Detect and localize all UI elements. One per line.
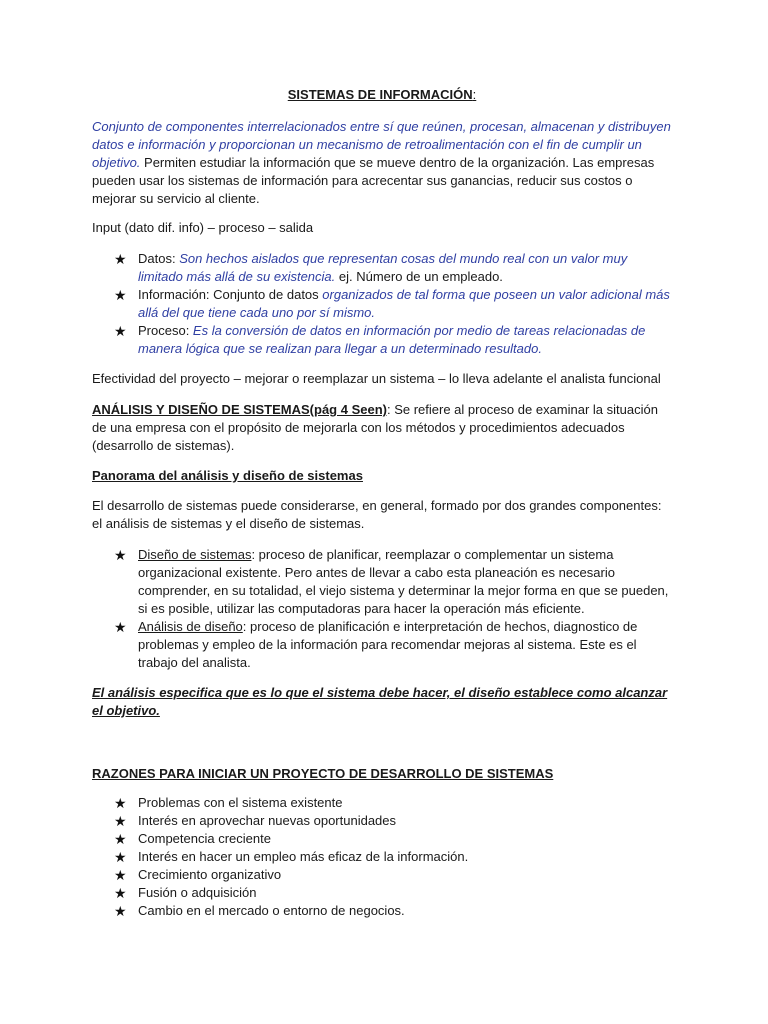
concepts-list xyxy=(110,250,670,358)
concept-extra: ej. Número de un empleado. xyxy=(335,269,503,284)
razones-list xyxy=(110,794,670,920)
star-bullet-icon: ★ xyxy=(114,547,127,563)
list-item xyxy=(110,830,670,848)
razon-text: Interés en hacer un empleo más eficaz de la información. xyxy=(138,849,469,864)
star-bullet-icon: ★ xyxy=(114,831,127,847)
list-item xyxy=(110,848,670,866)
concept-desc: Es la conversión de datos en información por medio de tareas relacionadas de manera lógica que se realizan para llegar a un determinado resultado. xyxy=(138,323,646,356)
star-bullet-icon: ★ xyxy=(114,849,127,865)
concept-term: Datos: xyxy=(138,251,180,266)
list-item xyxy=(110,794,670,812)
razones-heading: RAZONES PARA INICIAR UN PROYECTO DE DESARROLLO DE SISTEMAS xyxy=(92,766,554,781)
conclusion: El análisis especifica que es lo que el sistema debe hacer, el diseño establece como alcanzar el objetivo. xyxy=(92,685,668,718)
components-list xyxy=(110,546,670,672)
component-term: Análisis de diseño xyxy=(138,619,243,634)
panorama-paragraph: El desarrollo de sistemas puede considerarse, en general, formado por dos grandes componentes: el análisis de sistemas y el diseño de sistemas. xyxy=(92,498,662,531)
razon-text: Crecimiento organizativo xyxy=(138,867,282,882)
intro-definition: Conjunto de componentes interrelacionados entre sí que reúnen, procesan, almacenan y distribuyen datos e información y proporcionan un mecanismo de retroalimentación con el fin de cumplir un objetivo. xyxy=(92,119,671,170)
star-bullet-icon: ★ xyxy=(114,867,127,883)
razon-text: Interés en aprovechar nuevas oportunidades xyxy=(138,813,397,828)
panorama-heading: Panorama del análisis y diseño de sistemas xyxy=(92,468,363,483)
razon-text: Problemas con el sistema existente xyxy=(138,795,343,810)
page-title xyxy=(92,86,672,104)
page-title-text: SISTEMAS DE INFORMACIÓN xyxy=(287,87,473,102)
star-bullet-icon: ★ xyxy=(114,795,127,811)
intro-paragraph xyxy=(92,118,672,208)
efectividad-line: Efectividad del proyecto – mejorar o reemplazar un sistema – lo lleva adelante el analista funcional xyxy=(92,371,661,386)
star-bullet-icon: ★ xyxy=(114,885,127,901)
concept-desc: Son hechos aislados que representan cosas del mundo real con un valor muy limitado más allá de su existencia. xyxy=(138,251,628,284)
concept-desc: organizados de tal forma que poseen un valor adicional más allá del que tiene cada uno por sí mismo. xyxy=(138,287,670,320)
analisis-heading: ANÁLISIS Y DISEÑO DE SISTEMAS(pág 4 Seen) xyxy=(92,402,387,417)
list-item xyxy=(110,884,670,902)
analisis-paragraph xyxy=(92,401,672,455)
component-desc: : proceso de planificación e interpretación de hechos, diagnostico de problemas y empleo de la información para recomendar mejoras al sistema. Este es el trabajo del analista. xyxy=(138,619,638,670)
list-item xyxy=(110,812,670,830)
list-item xyxy=(110,322,670,358)
star-bullet-icon: ★ xyxy=(114,287,127,303)
input-process-line: Input (dato dif. info) – proceso – salida xyxy=(92,220,314,235)
list-item xyxy=(110,286,670,322)
intro-rest: Permiten estudiar la información que se mueve dentro de la organización. Las empresas pueden usar los sistemas de información para acrecentar sus ganancias, reducir sus costos o mejorar su servicio al cliente. xyxy=(92,155,655,206)
razon-text: Cambio en el mercado o entorno de negocios. xyxy=(138,903,405,918)
list-item xyxy=(110,902,670,920)
component-term: Diseño de sistemas xyxy=(138,547,252,562)
list-item xyxy=(110,250,670,286)
star-bullet-icon: ★ xyxy=(114,813,127,829)
star-bullet-icon: ★ xyxy=(114,251,127,267)
razon-text: Fusión o adquisición xyxy=(138,885,257,900)
razon-text: Competencia creciente xyxy=(138,831,271,846)
component-desc: : proceso de planificar, reemplazar o complementar un sistema organizacional existente. Pero antes de llevar a cabo esta planeación es necesario comprender, en su totalidad, el viejo sistema y determinar la mejor forma en que se pueden, si es posible, utilizar las computadoras para hacer la operación más eficiente. xyxy=(138,547,669,616)
list-item xyxy=(110,546,670,618)
star-bullet-icon: ★ xyxy=(114,903,127,919)
page-title-colon: : xyxy=(472,87,477,102)
analisis-text: : Se refiere al proceso de examinar la situación de una empresa con el propósito de mejorarla con los métodos y procedimientos adecuados (desarrollo de sistemas). xyxy=(92,402,658,453)
list-item xyxy=(110,618,670,672)
star-bullet-icon: ★ xyxy=(114,619,127,635)
list-item xyxy=(110,866,670,884)
concept-term: Proceso: xyxy=(138,323,193,338)
star-bullet-icon: ★ xyxy=(114,323,127,339)
concept-term: Información: Conjunto de datos xyxy=(138,287,323,302)
